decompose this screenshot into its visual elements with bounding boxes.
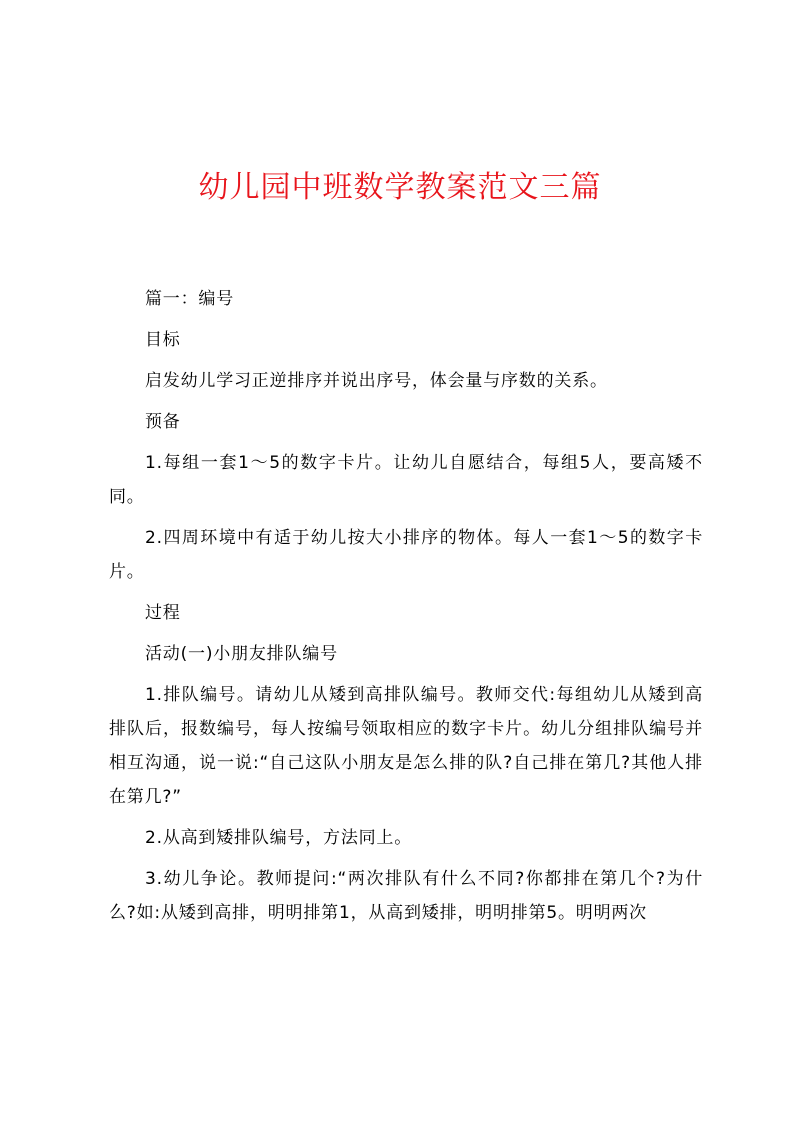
preparation-item: 1.每组一套1～5的数字卡片。让幼儿自愿结合，每组5人，要高矮不同。	[109, 453, 703, 507]
section-heading: 篇一：编号	[145, 289, 234, 309]
process-step: 3.幼儿争论。教师提问:“两次排队有什么不同?你都排在第几个?为什么?如:从矮到高排，明明排第1，从高到矮排，明明排第5。明明两次	[109, 869, 703, 923]
objective-text: 启发幼儿学习正逆排序并说出序号，体会量与序数的关系。	[145, 371, 608, 391]
document-title: 幼儿园中班数学教案范文三篇	[198, 170, 602, 205]
process-step: 1.排队编号。请幼儿从矮到高排队编号。教师交代:每组幼儿从矮到高排队后，报数编号，每人按编号领取相应的数字卡片。幼儿分组排队编号并相互沟通，说一说:“自己这队小朋友是怎么排的队?自己排在第几?其他人排在第几?”	[109, 685, 703, 807]
document-body	[109, 282, 703, 930]
preparation-heading: 预备	[145, 412, 181, 432]
process-heading: 过程	[145, 603, 181, 623]
activity-heading: 活动(一)小朋友排队编号	[145, 644, 338, 664]
process-step: 2.从高到矮排队编号，方法同上。	[145, 828, 413, 848]
objective-heading: 目标	[145, 330, 181, 350]
preparation-item: 2.四周环境中有适于幼儿按大小排序的物体。每人一套1～5的数字卡片。	[109, 528, 703, 582]
